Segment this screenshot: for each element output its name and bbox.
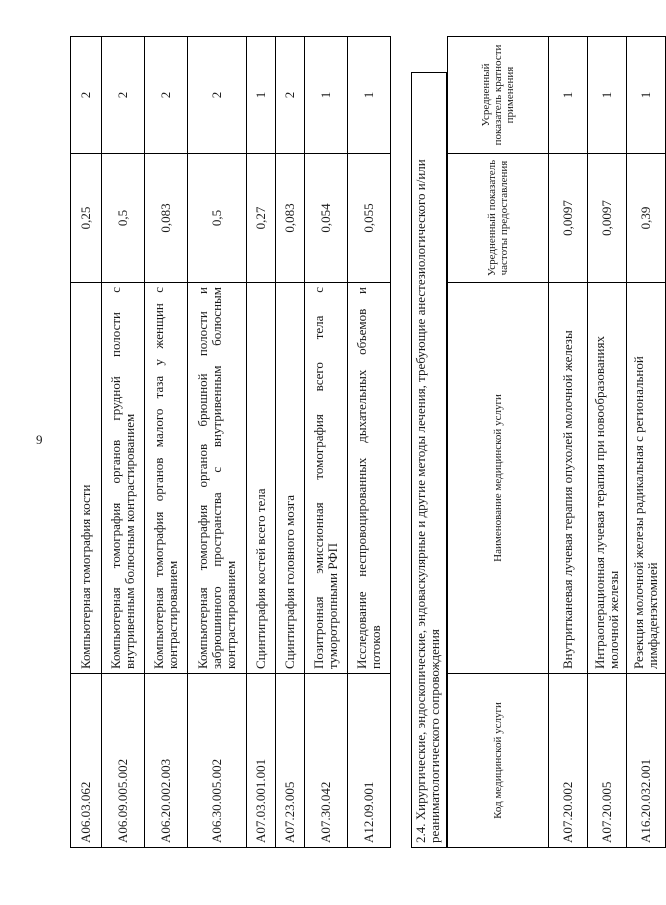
service-code: A07.30.042 (305, 674, 348, 848)
frequency-value: 0,083 (145, 154, 188, 283)
table-row (627, 37, 666, 848)
header-name: Наименование медицинской услуги (448, 283, 549, 674)
header-code: Код медицинской услуги (448, 674, 549, 848)
service-code: A07.20.002 (549, 674, 588, 848)
multiplicity-value: 2 (145, 37, 188, 154)
header-frequency: Усредненный показатель частоты предоставления (448, 154, 549, 283)
service-name: Компьютерная томография органов брюшной полости и забрюшинного пространства с внутривенным болюсным контрастированием (188, 283, 247, 674)
service-code: A07.03.001.001 (247, 674, 276, 848)
service-name: Внутритканевая лучевая терапия опухолей молочной железы (549, 283, 588, 674)
multiplicity-value: 1 (247, 37, 276, 154)
table-header-row (448, 37, 549, 848)
table-row (247, 37, 276, 848)
section-2-4-title: 2.4. Хирургические, эндоскопические, эндоваскулярные и другие методы лечения, требующие анестезиологического и/или реаниматологического сопровождения (411, 72, 447, 848)
service-code: A07.23.005 (276, 674, 305, 848)
frequency-value: 0,083 (276, 154, 305, 283)
service-name: Компьютерная томография кости (71, 283, 102, 674)
frequency-value: 0,0097 (549, 154, 588, 283)
multiplicity-value: 2 (71, 37, 102, 154)
multiplicity-value: 1 (348, 37, 391, 154)
table-row (188, 37, 247, 848)
multiplicity-value: 2 (188, 37, 247, 154)
frequency-value: 0,054 (305, 154, 348, 283)
service-name: Сцинтиграфия головного мозга (276, 283, 305, 674)
service-code: A06.30.005.002 (188, 674, 247, 848)
frequency-value: 0,055 (348, 154, 391, 283)
services-table-2-4 (447, 36, 666, 848)
rotated-content (70, 44, 660, 848)
multiplicity-value: 1 (588, 37, 627, 154)
table-row (276, 37, 305, 848)
services-table-top (70, 36, 391, 848)
frequency-value: 0,0097 (588, 154, 627, 283)
multiplicity-value: 2 (102, 37, 145, 154)
table-row (549, 37, 588, 848)
service-code: A06.03.062 (71, 674, 102, 848)
frequency-value: 0,27 (247, 154, 276, 283)
table-row (588, 37, 627, 848)
table-row (348, 37, 391, 848)
table-row (145, 37, 188, 848)
service-code: A16.20.032.001 (627, 674, 666, 848)
frequency-value: 0,39 (627, 154, 666, 283)
multiplicity-value: 1 (305, 37, 348, 154)
service-code: A06.09.005.002 (102, 674, 145, 848)
multiplicity-value: 2 (276, 37, 305, 154)
service-name: Компьютерная томография органов малого таза у женщин с контрастированием (145, 283, 188, 674)
service-name: Исследование неспровоцированных дыхательных объемов и потоков (348, 283, 391, 674)
table-row (71, 37, 102, 848)
service-name: Сцинтиграфия костей всего тела (247, 283, 276, 674)
table-row (102, 37, 145, 848)
frequency-value: 0,5 (188, 154, 247, 283)
service-name: Компьютерная томография органов грудной полости с внутривенным болюсным контрастированием (102, 283, 145, 674)
table-row (305, 37, 348, 848)
service-name: Интраоперационная лучевая терапия при новообразованиях молочной железы (588, 283, 627, 674)
header-multiplicity: Усредненный показатель кратности применения (448, 37, 549, 154)
frequency-value: 0,5 (102, 154, 145, 283)
service-code: A07.20.005 (588, 674, 627, 848)
service-name: Резекция молочной железы радикальная с региональной лимфаденэктомией (627, 283, 666, 674)
page-number: 9 (36, 432, 43, 447)
multiplicity-value: 1 (549, 37, 588, 154)
service-code: A06.20.002.003 (145, 674, 188, 848)
service-name: Позитронная эмиссионная томография всего тела с туморотропными РФП (305, 283, 348, 674)
service-code: A12.09.001 (348, 674, 391, 848)
frequency-value: 0,25 (71, 154, 102, 283)
multiplicity-value: 1 (627, 37, 666, 154)
